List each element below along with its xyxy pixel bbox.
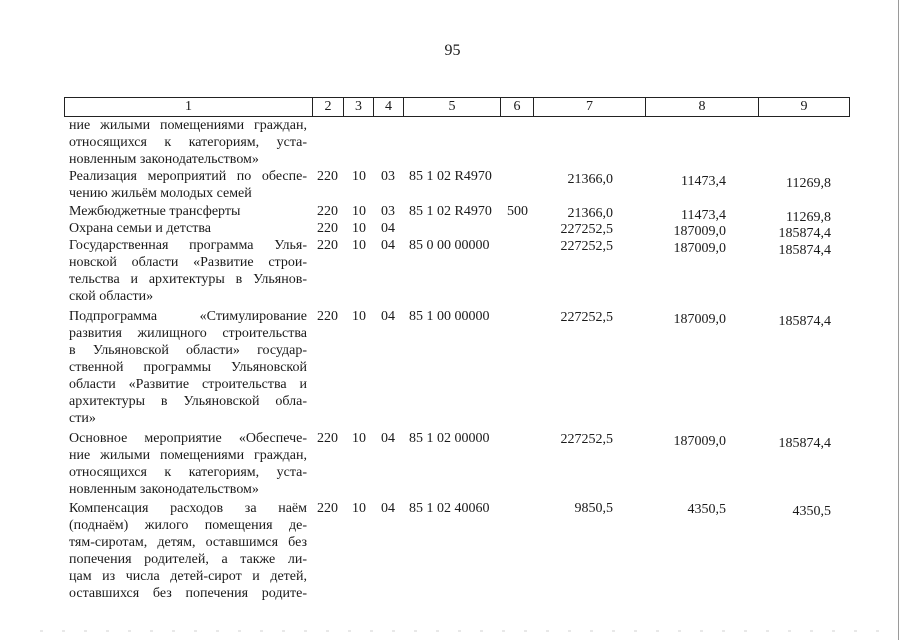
cell-col-4: 04 <box>381 431 395 446</box>
cell-col-5: 85 1 02 R4970 <box>409 204 492 219</box>
cell-col-5: 85 1 02 00000 <box>409 431 490 446</box>
row-name <box>69 117 307 168</box>
cell-col-8: 187009,0 <box>673 224 726 239</box>
header-col-2: 2 <box>313 98 344 117</box>
cell-col-2: 220 <box>317 238 338 253</box>
cell-col-4: 04 <box>381 238 395 253</box>
cell-col-4: 04 <box>381 221 395 236</box>
cell-col-7: 21366,0 <box>567 206 613 221</box>
row-name-line: Подпрограмма «Стимулирование <box>69 309 307 324</box>
row-name-line: развития жилищного строительства <box>69 326 307 341</box>
header-col-5: 5 <box>404 98 501 117</box>
cell-col-3: 10 <box>352 169 366 184</box>
cell-col-8: 11473,4 <box>681 174 726 189</box>
header-col-8: 8 <box>646 98 759 117</box>
cell-col-3: 10 <box>352 204 366 219</box>
cell-col-4: 03 <box>381 169 395 184</box>
row-name-line: (поднаём) жилого помещения де- <box>69 518 307 533</box>
cell-col-2: 220 <box>317 204 338 219</box>
cell-col-3: 10 <box>352 431 366 446</box>
row-name-line: цам из числа детей-сирот и детей, <box>69 569 307 584</box>
cell-col-9: 11269,8 <box>786 176 831 191</box>
row-name-line: ской области» <box>69 289 154 304</box>
cell-col-7: 227252,5 <box>560 222 613 237</box>
cell-col-9: 4350,5 <box>792 504 831 519</box>
cell-col-3: 10 <box>352 221 366 236</box>
row-name <box>69 308 307 427</box>
cell-col-2: 220 <box>317 169 338 184</box>
row-name <box>69 500 307 602</box>
row-name-line: ние жилыми помещениями граждан, <box>69 118 307 133</box>
row-name-line: новской области «Развитие строи- <box>69 255 307 270</box>
row-name-line: Реализация мероприятий по обеспе- <box>69 169 307 184</box>
cell-col-6: 500 <box>507 204 528 219</box>
cell-col-7: 227252,5 <box>560 310 613 325</box>
row-name-line: оставшихся без попечения родите- <box>69 586 307 601</box>
cell-col-5: 85 1 00 00000 <box>409 309 490 324</box>
row-name-line: новленным законодательством» <box>69 152 259 167</box>
row-name <box>69 220 307 237</box>
cell-col-8: 4350,5 <box>687 502 726 517</box>
cell-col-5: 85 0 00 00000 <box>409 238 490 253</box>
row-name <box>69 430 307 498</box>
row-name-line: относящихся к категориям, уста- <box>69 135 307 150</box>
cell-col-9: 185874,4 <box>778 314 831 329</box>
row-name-line: ние жилыми помещениями граждан, <box>69 448 307 463</box>
header-col-3: 3 <box>344 98 374 117</box>
cell-col-7: 9850,5 <box>574 501 613 516</box>
cell-col-9: 185874,4 <box>778 436 831 451</box>
row-name-line: Государственная программа Улья- <box>69 238 307 253</box>
cell-col-8: 187009,0 <box>673 312 726 327</box>
row-name-line: тельства и архитектуры в Ульянов- <box>69 272 307 287</box>
header-col-1: 1 <box>65 98 313 117</box>
row-name-line: Компенсация расходов за наём <box>69 501 307 516</box>
row-name-line: относящихся к категориям, уста- <box>69 465 307 480</box>
cell-col-2: 220 <box>317 221 338 236</box>
cell-col-2: 220 <box>317 309 338 324</box>
header-col-9: 9 <box>759 98 850 117</box>
cell-col-4: 04 <box>381 309 395 324</box>
cell-col-7: 227252,5 <box>560 239 613 254</box>
cell-col-7: 21366,0 <box>567 172 613 187</box>
row-name-line: сти» <box>69 411 96 426</box>
row-name-line: новленным законодательством» <box>69 482 259 497</box>
row-name <box>69 168 307 202</box>
cell-col-5: 85 1 02 R4970 <box>409 169 492 184</box>
cell-col-3: 10 <box>352 238 366 253</box>
cell-col-9: 11269,8 <box>786 210 831 225</box>
cell-col-4: 03 <box>381 204 395 219</box>
header-col-4: 4 <box>374 98 404 117</box>
row-name-line: в Ульяновской области» государ- <box>69 343 307 358</box>
cell-col-2: 220 <box>317 431 338 446</box>
cell-col-7: 227252,5 <box>560 432 613 447</box>
row-name-line: тям-сиротам, детям, оставшимся без <box>69 535 307 550</box>
row-name-line: чению жильём молодых семей <box>69 186 252 201</box>
cell-col-2: 220 <box>317 501 338 516</box>
row-name-line: Охрана семьи и детства <box>69 221 211 236</box>
row-name-line: Основное мероприятие «Обеспече- <box>69 431 307 446</box>
scan-artifact <box>40 630 890 632</box>
row-name-line: попечения родителей, а также ли- <box>69 552 307 567</box>
row-name-line: Межбюджетные трансферты <box>69 204 241 219</box>
row-name <box>69 203 307 220</box>
cell-col-3: 10 <box>352 309 366 324</box>
row-name <box>69 237 307 305</box>
row-name-line: архитектуры в Ульяновской обла- <box>69 394 307 409</box>
cell-col-8: 187009,0 <box>673 241 726 256</box>
cell-col-8: 11473,4 <box>681 208 726 223</box>
page-number: 95 <box>444 42 461 59</box>
cell-col-8: 187009,0 <box>673 434 726 449</box>
cell-col-9: 185874,4 <box>778 243 831 258</box>
header-col-6: 6 <box>501 98 534 117</box>
row-name-line: области «Развитие строительства и <box>69 377 307 392</box>
row-name-line: ственной программы Ульяновской <box>69 360 307 375</box>
header-col-7: 7 <box>534 98 646 117</box>
cell-col-4: 04 <box>381 501 395 516</box>
cell-col-5: 85 1 02 40060 <box>409 501 490 516</box>
cell-col-3: 10 <box>352 501 366 516</box>
cell-col-9: 185874,4 <box>778 226 831 241</box>
